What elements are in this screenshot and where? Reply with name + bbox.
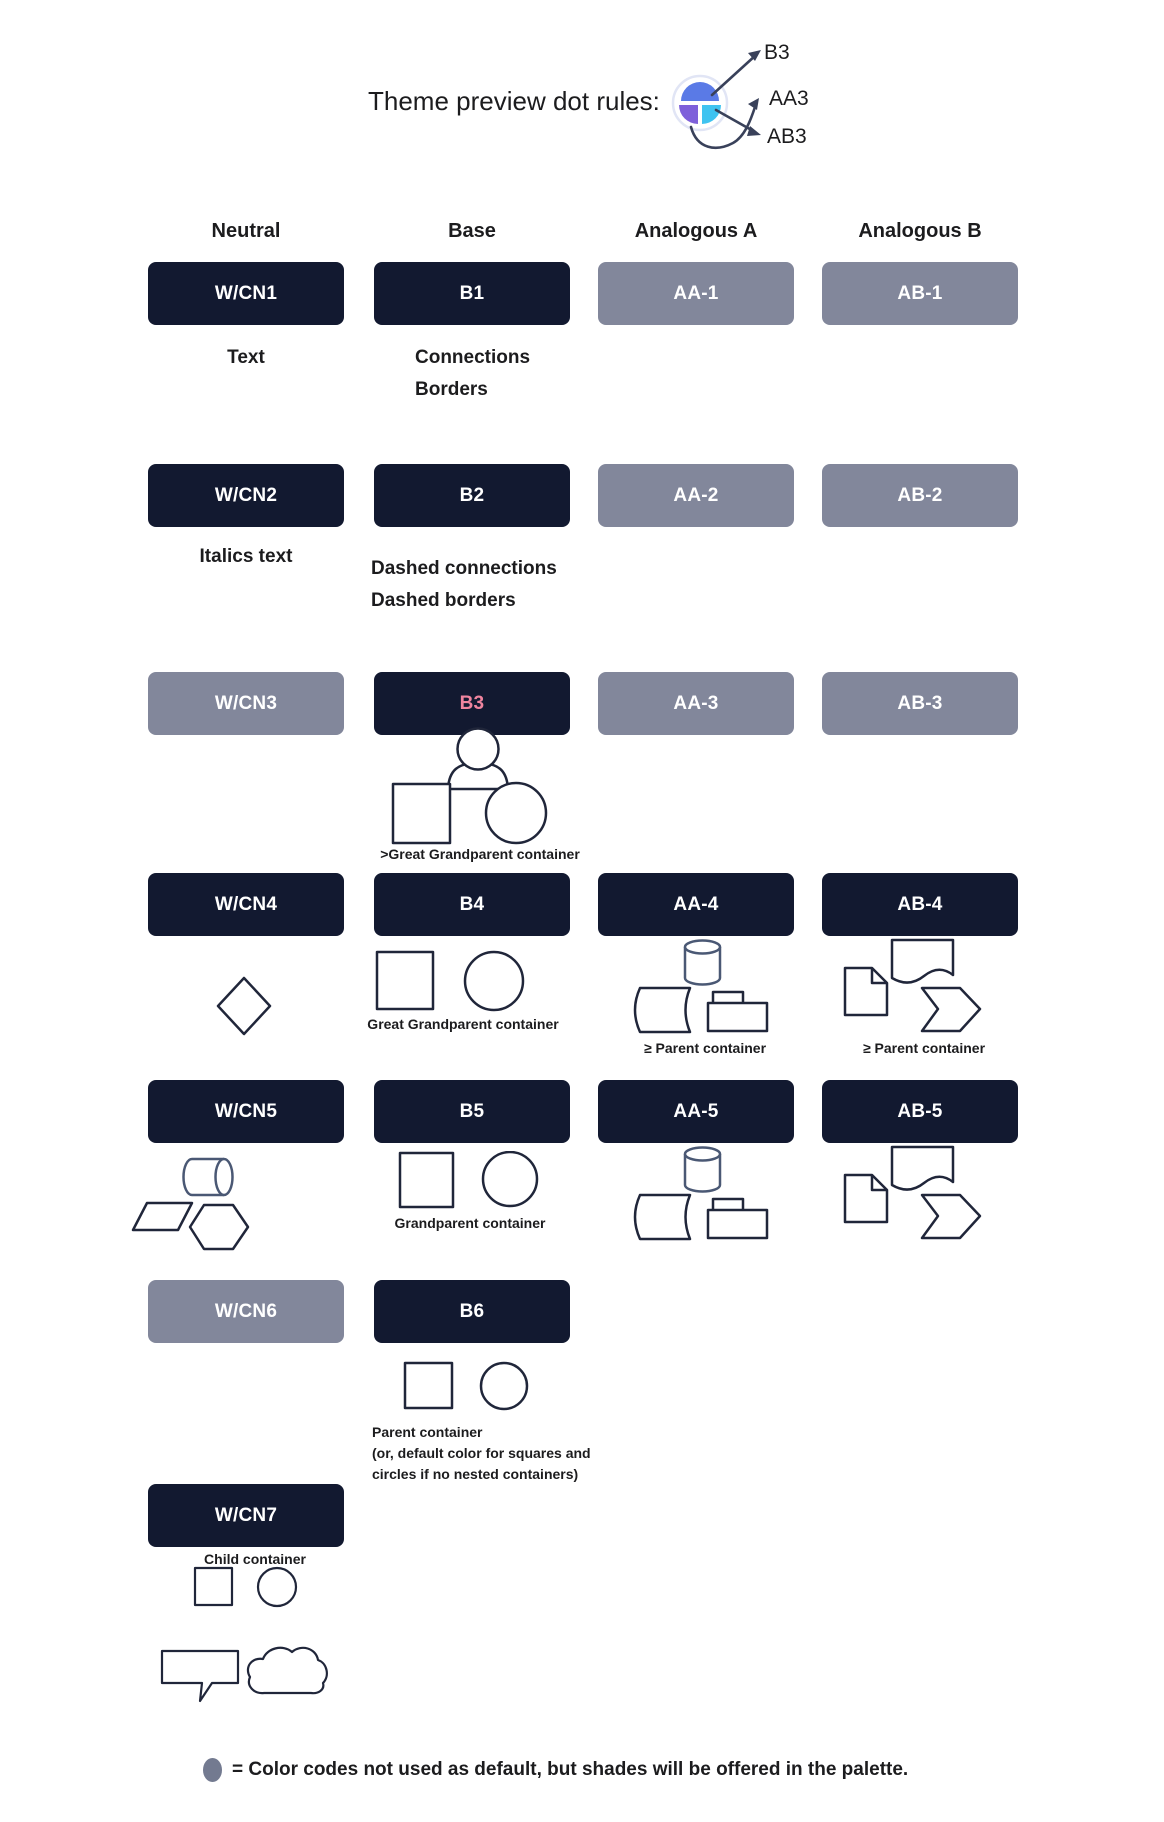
swatch-ab1	[822, 262, 1018, 325]
swatch-ab5	[822, 1080, 1018, 1143]
swatch-b2	[374, 464, 570, 527]
chevron-icon	[922, 1195, 980, 1238]
page-dog-ear-icon	[845, 1175, 887, 1222]
swatch-aa5-label: AA-5	[673, 1100, 719, 1122]
swatch-wcn1-label: W/CN1	[214, 282, 278, 304]
swatch-ab1-label: AB-1	[897, 282, 943, 304]
column-header-neutral: Neutral	[211, 220, 281, 242]
cylinder-top-icon	[685, 941, 720, 954]
swatch-ab2-label: AB-2	[897, 484, 943, 506]
caption-ab4-parent: ≥ Parent container	[862, 1040, 986, 1056]
swatch-aa1-label: AA-1	[673, 282, 719, 304]
swatch-wcn3-label: W/CN3	[214, 692, 278, 714]
swatch-aa4-label: AA-4	[673, 893, 719, 915]
swatch-wcn4-label: W/CN4	[214, 893, 278, 915]
swatch-wcn5	[148, 1080, 344, 1143]
caption-wcn1-text: Text	[227, 347, 265, 368]
caption-b3-great-grandparent: >Great Grandparent container	[380, 846, 580, 862]
circle-icon	[481, 1363, 527, 1409]
swatch-ab4-label: AB-4	[897, 893, 943, 915]
swatch-aa3-label: AA-3	[673, 692, 719, 714]
page-title: Theme preview dot rules:	[368, 86, 660, 116]
tabbed-folder-tab-icon	[713, 992, 743, 1003]
arrow-to-b3	[712, 55, 756, 95]
caption-line: Connections	[415, 347, 531, 368]
dot-rule-label-b3: B3	[764, 41, 790, 64]
column-header-analogous-a: Analogous A	[634, 220, 758, 242]
b3-icon-group	[386, 724, 550, 852]
aa4-icon-group	[628, 934, 776, 1036]
swatch-b4	[374, 873, 570, 936]
square-icon	[195, 1568, 232, 1605]
square-icon	[400, 1153, 453, 1207]
swatch-ab2	[822, 464, 1018, 527]
dot-rule-label-ab3: AB3	[767, 125, 807, 148]
caption-b1-connections-borders	[415, 342, 530, 406]
circle-icon	[486, 783, 546, 843]
square-icon	[377, 952, 433, 1009]
caption-b6-parent	[372, 1422, 591, 1485]
swatch-ab4	[822, 873, 1018, 936]
page-dog-ear-icon	[845, 968, 887, 1015]
swatch-b6	[374, 1280, 570, 1343]
caption-b4-great-grandparent: Great Grandparent container	[367, 1016, 559, 1032]
swatch-aa2	[598, 464, 794, 527]
column-header-base: Base	[448, 220, 496, 242]
tabbed-folder-body-icon	[708, 1210, 767, 1238]
parallelogram-icon	[133, 1203, 192, 1230]
square-icon	[393, 784, 450, 843]
swatch-wcn2	[148, 464, 344, 527]
swatch-wcn4	[148, 873, 344, 936]
circle-icon	[465, 952, 523, 1010]
stored-data-icon	[635, 1195, 690, 1239]
swatch-ab5-label: AB-5	[897, 1100, 943, 1122]
swatch-b1-label: B1	[459, 282, 485, 304]
legend-dot-icon	[203, 1758, 222, 1782]
caption-line: Parent container	[372, 1424, 483, 1440]
swatch-b2-label: B2	[459, 484, 485, 506]
swatch-aa2-label: AA-2	[673, 484, 719, 506]
swatch-b5	[374, 1080, 570, 1143]
swatch-aa1	[598, 262, 794, 325]
caption-line: Borders	[415, 379, 488, 400]
tabbed-folder-body-icon	[708, 1003, 767, 1031]
swatch-b3-label: B3	[459, 692, 485, 714]
document-wave-icon	[892, 940, 953, 983]
swatch-b6-label: B6	[459, 1300, 485, 1322]
caption-b5-grandparent: Grandparent container	[394, 1215, 546, 1231]
swatch-aa5	[598, 1080, 794, 1143]
document-wave-icon	[892, 1147, 953, 1190]
theme-preview-dot-diagram	[655, 28, 855, 153]
wcn7-icon-group	[193, 1566, 299, 1608]
caption-line: Dashed connections	[371, 558, 557, 579]
person-head-icon	[458, 729, 499, 770]
tabbed-folder-tab-icon	[713, 1199, 743, 1210]
swatch-wcn5-label: W/CN5	[214, 1100, 278, 1122]
caption-wcn2-italics: Italics text	[199, 546, 293, 567]
circle-icon	[258, 1568, 296, 1606]
caption-line: (or, default color for squares and	[372, 1445, 591, 1461]
swatch-aa4	[598, 873, 794, 936]
b5-icon-group	[398, 1151, 540, 1209]
swatch-aa3	[598, 672, 794, 735]
ab4-icon-group	[843, 936, 983, 1036]
swatch-b5-label: B5	[459, 1100, 485, 1122]
swatch-wcn3	[148, 672, 344, 735]
caption-line: circles if no nested containers)	[372, 1466, 579, 1482]
wcn7-misc-icon-group	[160, 1640, 332, 1704]
swatch-wcn2-label: W/CN2	[214, 484, 278, 506]
swatch-b4-label: B4	[459, 893, 485, 915]
swatch-ab3	[822, 672, 1018, 735]
dot-rule-label-aa3: AA3	[769, 87, 809, 110]
hexagon-icon	[190, 1205, 248, 1249]
caption-aa4-parent: ≥ Parent container	[643, 1040, 767, 1056]
wcn4-icon-group	[216, 976, 272, 1036]
column-header-analogous-b: Analogous B	[858, 220, 982, 242]
horizontal-cylinder-end-icon	[216, 1159, 233, 1195]
caption-b2-dashed	[371, 553, 557, 617]
circle-icon	[483, 1152, 537, 1206]
b4-icon-group	[375, 950, 527, 1013]
swatch-wcn7-label: W/CN7	[214, 1504, 278, 1526]
stored-data-icon	[635, 988, 690, 1032]
swatch-b1	[374, 262, 570, 325]
swatch-wcn1	[148, 262, 344, 325]
square-icon	[405, 1363, 452, 1408]
wcn5-icon-group	[128, 1150, 256, 1254]
caption-line: Dashed borders	[371, 590, 516, 611]
swatch-wcn6-label: W/CN6	[214, 1300, 278, 1322]
diamond-icon	[218, 978, 270, 1034]
chevron-icon	[922, 988, 980, 1031]
caption-wcn7-child: Child container	[204, 1551, 306, 1567]
aa5-icon-group	[628, 1141, 776, 1243]
cylinder-top-icon	[685, 1148, 720, 1161]
swatch-wcn6	[148, 1280, 344, 1343]
swatch-ab3-label: AB-3	[897, 692, 943, 714]
legend-text: = Color codes not used as default, but shades will be offered in the palette.	[232, 1759, 909, 1780]
swatch-wcn7	[148, 1484, 344, 1547]
speech-bubble-icon	[162, 1651, 238, 1701]
b6-icon-group	[403, 1361, 531, 1411]
ab5-icon-group	[843, 1143, 983, 1243]
cloud-icon	[248, 1648, 327, 1693]
